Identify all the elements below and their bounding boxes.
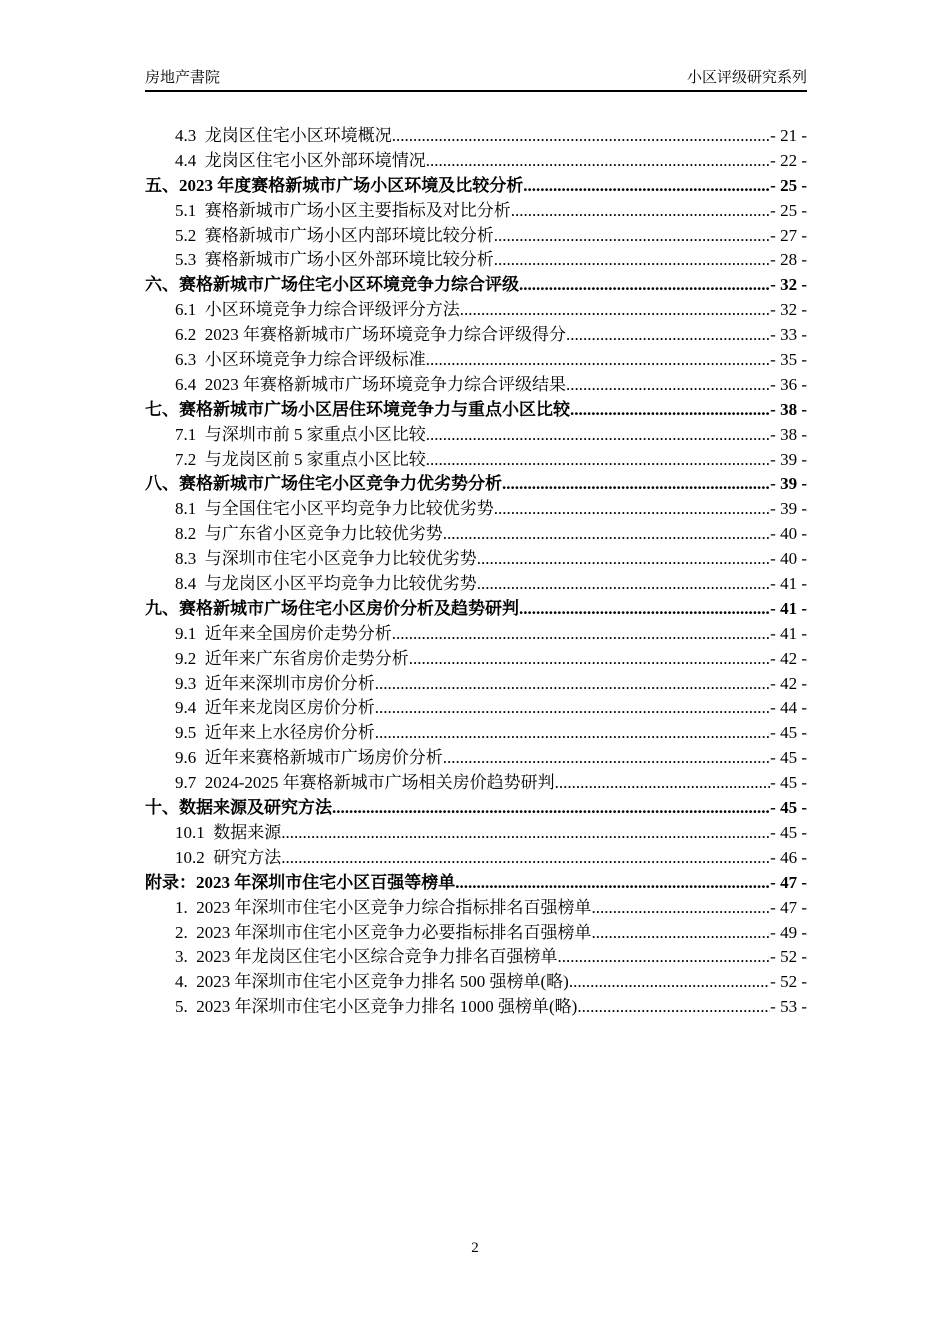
toc-dot-leader (494, 497, 770, 522)
toc-dot-leader (494, 248, 770, 273)
toc-dot-leader (426, 149, 770, 174)
toc-entry-page: - 39 - (770, 474, 807, 494)
toc-entry-page: - 42 - (770, 673, 807, 693)
toc-entry-title: 8.1 与全国住宅小区平均竞争力比较优劣势 (175, 499, 494, 519)
toc-entry (145, 995, 807, 1020)
toc-entry (145, 199, 807, 224)
toc-dot-leader (443, 522, 770, 547)
toc-entry-title: 5. 2023 年深圳市住宅小区竞争力排名 1000 强榜单(略) (175, 997, 578, 1017)
toc-dot-leader (409, 647, 770, 672)
toc-entry-title: 5.1 赛格新城市广场小区主要指标及对比分析 (175, 200, 511, 220)
toc-entry-page: - 27 - (770, 225, 807, 245)
toc-dot-leader (570, 398, 770, 423)
toc-entry (145, 224, 807, 249)
toc-entry-page: - 38 - (770, 424, 807, 444)
toc-entry-title: 6.4 2023 年赛格新城市广场环境竞争力综合评级结果 (175, 374, 566, 394)
toc-entry-title: 九、赛格新城市广场住宅小区房价分析及趋势研判 (145, 598, 519, 618)
toc-entry-page: - 38 - (770, 399, 807, 419)
toc-entry (145, 323, 807, 348)
toc-dot-leader (375, 696, 770, 721)
toc-entry-title: 4.3 龙岗区住宅小区环境概况 (175, 126, 392, 145)
toc-entry-title: 10.2 研究方法 (175, 847, 282, 867)
toc-entry-title: 1. 2023 年深圳市住宅小区竞争力综合指标排名百强榜单 (175, 897, 592, 917)
toc-entry (145, 248, 807, 273)
toc-entry-title: 9.3 近年来深圳市房价分析 (175, 673, 375, 693)
toc-entry (145, 298, 807, 323)
toc-dot-leader (566, 373, 770, 398)
toc-dot-leader (426, 448, 770, 473)
toc-entry (145, 597, 807, 622)
toc-entry-title: 8.2 与广东省小区竞争力比较优劣势 (175, 524, 443, 544)
toc-entry-page: - 25 - (770, 175, 807, 195)
toc-dot-leader (375, 721, 770, 746)
toc-entry (145, 871, 807, 896)
toc-entry (145, 522, 807, 547)
page-header (145, 58, 807, 92)
toc-entry (145, 124, 807, 149)
toc-entry-title: 8.4 与龙岗区小区平均竞争力比较优劣势 (175, 574, 477, 594)
toc-entry-title: 9.6 近年来赛格新城市广场房价分析 (175, 748, 443, 768)
toc-entry (145, 945, 807, 970)
toc-dot-leader (426, 423, 770, 448)
toc-entry-title: 6.1 小区环境竞争力综合评级评分方法 (175, 300, 460, 320)
toc-dot-leader (555, 771, 771, 796)
toc-dot-leader (375, 672, 770, 697)
page-number: 2 (471, 1240, 479, 1256)
toc-dot-leader (519, 273, 770, 298)
toc-dot-leader (494, 224, 770, 249)
toc-entry-page: - 33 - (770, 325, 807, 345)
toc-entry-title: 7.2 与龙岗区前 5 家重点小区比较 (175, 449, 426, 469)
toc-dot-leader (332, 796, 770, 821)
toc-entry-title: 五、2023 年度赛格新城市广场小区环境及比较分析 (145, 175, 524, 195)
toc-entry-title: 10.1 数据来源 (175, 822, 282, 842)
toc-dot-leader (592, 921, 771, 946)
toc-dot-leader (569, 970, 770, 995)
toc-entry (145, 497, 807, 522)
toc-entry (145, 896, 807, 921)
toc-entry-page: - 41 - (770, 598, 807, 618)
toc-entry-title: 十、数据来源及研究方法 (145, 798, 332, 818)
toc-entry (145, 746, 807, 771)
toc-entry-title: 3. 2023 年龙岗区住宅小区综合竞争力排名百强榜单 (175, 947, 558, 967)
header-right-title: 小区评级研究系列 (686, 69, 807, 86)
toc-dot-leader (455, 871, 770, 896)
toc-entry-page: - 40 - (770, 549, 807, 569)
toc-entry (145, 398, 807, 423)
toc-entry (145, 472, 807, 497)
toc-entry-title: 六、赛格新城市广场住宅小区环境竞争力综合评级 (145, 275, 519, 295)
toc-entry-page: - 36 - (770, 374, 807, 394)
toc-entry-title: 7.1 与深圳市前 5 家重点小区比较 (175, 424, 426, 444)
toc-entry-page: - 42 - (770, 648, 807, 668)
toc-entry-title: 5.2 赛格新城市广场小区内部环境比较分析 (175, 225, 494, 245)
toc-dot-leader (511, 199, 770, 224)
toc-entry (145, 696, 807, 721)
toc-entry-page: - 52 - (770, 947, 807, 967)
toc-dot-leader (281, 846, 770, 871)
toc-dot-leader (592, 896, 771, 921)
toc-entry-page: - 28 - (770, 250, 807, 270)
toc-entry (145, 348, 807, 373)
toc-entry-page: - 40 - (770, 524, 807, 544)
toc-entry (145, 448, 807, 473)
toc-entry-title: 8.3 与深圳市住宅小区竞争力比较优劣势 (175, 549, 477, 569)
toc-entry-title: 4. 2023 年深圳市住宅小区竞争力排名 500 强榜单(略) (175, 972, 569, 992)
toc-entry-title: 附录：2023 年深圳市住宅小区百强等榜单 (145, 872, 456, 892)
toc-entry (145, 149, 807, 174)
toc-entry-title: 9.5 近年来上水径房价分析 (175, 723, 375, 743)
toc-dot-leader (392, 622, 770, 647)
toc-entry (145, 547, 807, 572)
toc-entry-title: 5.3 赛格新城市广场小区外部环境比较分析 (175, 250, 494, 270)
page-footer (0, 1239, 950, 1257)
toc-entry-page: - 39 - (770, 499, 807, 519)
toc-entry (145, 373, 807, 398)
toc-entry (145, 423, 807, 448)
toc-entry-page: - 35 - (770, 350, 807, 370)
toc-dot-leader (577, 995, 770, 1020)
toc-entry-page: - 46 - (770, 847, 807, 867)
toc-dot-leader (392, 124, 770, 149)
toc-entry-page: - 52 - (770, 972, 807, 992)
toc-entry (145, 174, 807, 199)
toc-entry-page: - 49 - (770, 922, 807, 942)
toc-entry (145, 796, 807, 821)
toc-dot-leader (281, 821, 770, 846)
toc-entry-page: - 47 - (770, 872, 807, 892)
toc-entry (145, 771, 807, 796)
toc-entry (145, 821, 807, 846)
toc-entry-page: - 45 - (770, 723, 807, 743)
header-left-title: 房地产書院 (145, 69, 221, 86)
toc-entry-page: - 44 - (770, 698, 807, 718)
toc-entry-page: - 41 - (770, 623, 807, 643)
toc-entry (145, 273, 807, 298)
toc-entry-title: 八、赛格新城市广场住宅小区竞争力优劣势分析 (145, 474, 502, 494)
toc-entry-title: 9.4 近年来龙岗区房价分析 (175, 698, 375, 718)
toc-entry-title: 6.2 2023 年赛格新城市广场环境竞争力综合评级得分 (175, 325, 566, 345)
toc-entry-page: - 45 - (770, 773, 807, 793)
toc-entry (145, 647, 807, 672)
toc-entry (145, 921, 807, 946)
toc-entry-title: 9.2 近年来广东省房价走势分析 (175, 648, 409, 668)
toc-entry-title: 2. 2023 年深圳市住宅小区竞争力必要指标排名百强榜单 (175, 922, 592, 942)
toc-entry-title: 9.7 2024-2025 年赛格新城市广场相关房价趋势研判 (175, 773, 555, 793)
toc-dot-leader (477, 547, 770, 572)
toc-entry-title: 七、赛格新城市广场小区居住环境竞争力与重点小区比较 (145, 399, 570, 419)
toc-dot-leader (502, 472, 770, 497)
toc-entry (145, 846, 807, 871)
toc-dot-leader (558, 945, 771, 970)
toc-entry (145, 721, 807, 746)
toc-dot-leader (443, 746, 770, 771)
toc-entry-page: - 53 - (770, 997, 807, 1017)
table-of-contents (145, 124, 807, 1020)
toc-entry (145, 970, 807, 995)
toc-entry-page: - 41 - (770, 574, 807, 594)
toc-entry-page: - 47 - (770, 897, 807, 917)
toc-entry-title: 9.1 近年来全国房价走势分析 (175, 623, 392, 643)
toc-dot-leader (460, 298, 770, 323)
toc-entry-title: 4.4 龙岗区住宅小区外部环境情况 (175, 150, 426, 170)
toc-entry-title: 6.3 小区环境竞争力综合评级标准 (175, 350, 426, 370)
toc-entry-page: - 45 - (770, 798, 807, 818)
toc-entry-page: - 32 - (770, 300, 807, 320)
toc-entry (145, 622, 807, 647)
toc-entry (145, 572, 807, 597)
toc-entry-page: - 22 - (770, 150, 807, 170)
toc-entry-page: - 45 - (770, 748, 807, 768)
toc-dot-leader (519, 597, 770, 622)
toc-entry-page: - 21 - (770, 126, 807, 145)
toc-entry-page: - 45 - (770, 822, 807, 842)
toc-entry (145, 672, 807, 697)
toc-entry-page: - 39 - (770, 449, 807, 469)
toc-entry-page: - 32 - (770, 275, 807, 295)
toc-dot-leader (566, 323, 770, 348)
toc-dot-leader (523, 174, 770, 199)
toc-dot-leader (477, 572, 770, 597)
toc-entry-page: - 25 - (770, 200, 807, 220)
toc-dot-leader (426, 348, 770, 373)
